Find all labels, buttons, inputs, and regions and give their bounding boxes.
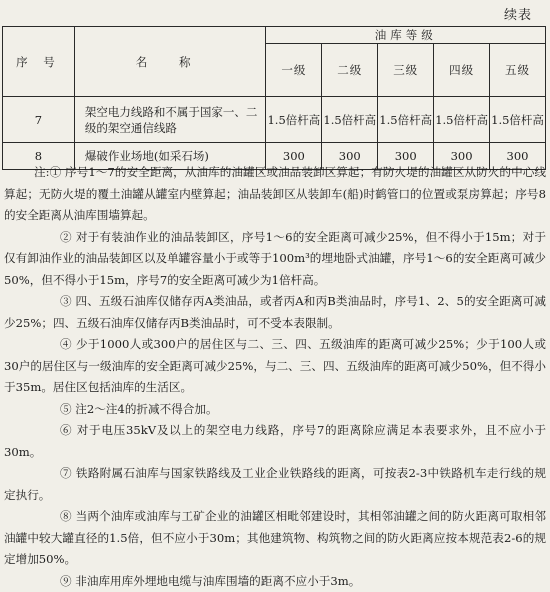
row-value: 1.5倍杆高 (322, 97, 378, 143)
row-value: 1.5倍杆高 (490, 97, 546, 143)
note-item: 注:① 序号1～7的安全距离，从油库的油罐区或油品装卸区算起；有防火堤的油罐区从防火的中心线算起；无防火堤的覆土油罐从罐室内壁算起；油品装卸区从装卸车(船)时鹤管口的位置或泵房算起；序号8的安全距离从油库围墙算起。 (4, 162, 546, 227)
row-value: 1.5倍杆高 (378, 97, 434, 143)
continued-label: 续表 (504, 4, 532, 23)
row-value: 1.5倍杆高 (266, 97, 322, 143)
table-notes (4, 162, 546, 592)
header-name: 名 称 (74, 27, 266, 97)
row-value: 300 (434, 143, 490, 170)
table-row (3, 97, 546, 143)
row-seq: 8 (3, 143, 75, 170)
row-value: 1.5倍杆高 (434, 97, 490, 143)
header-grade: 一级 (266, 44, 322, 97)
header-grade: 五级 (490, 44, 546, 97)
safety-distance-table (2, 26, 546, 170)
header-grade-group: 油库等级 (266, 27, 546, 44)
note-item: ④ 少于1000人或300户的居住区与二、三、四、五级油库的距离可减少25%；少于100人或30户的居住区与一级油库的安全距离可减少25%，与二、三、四、五级油库的距离可减少50%，但不得小于35m。居住区包括油库的生活区。 (4, 334, 546, 399)
row-value: 300 (490, 143, 546, 170)
header-seq: 序 号 (3, 27, 75, 97)
note-item: ⑤ 注2～注4的折减不得合加。 (4, 399, 546, 421)
row-name: 爆破作业场地(如采石场) (74, 143, 266, 170)
header-grade: 二级 (322, 44, 378, 97)
note-item: ⑦ 铁路附属石油库与国家铁路线及工业企业铁路线的距离，可按表2-3中铁路机车走行线的规定执行。 (4, 463, 546, 506)
note-item: ⑨ 非油库用库外埋地电缆与油库围墙的距离不应小于3m。 (4, 571, 546, 592)
note-item: ⑧ 当两个油库或油库与工矿企业的油罐区相毗邻建设时，其相邻油罐之间的防火距离可取相邻油罐中较大罐直径的1.5倍，但不应小于30m；其他建筑物、构筑物之间的防火距离应按本规范表2-6的规定增加50%。 (4, 506, 546, 571)
row-name: 架空电力线路和不属于国家一、二级的架空通信线路 (74, 97, 266, 143)
row-value: 300 (378, 143, 434, 170)
row-value: 300 (266, 143, 322, 170)
row-seq: 7 (3, 97, 75, 143)
note-item: ③ 四、五级石油库仅储存丙A类油品，或者丙A和丙B类油品时，序号1、2、5的安全距离可减少25%；四、五级石油库仅储存丙B类油品时，可不受本表限制。 (4, 291, 546, 334)
note-item: ② 对于有装油作业的油品装卸区，序号1～6的安全距离可减少25%，但不得小于15m；对于仅有卸油作业的油品装卸区以及单罐容量小于或等于100m³的埋地卧式油罐，序号1～6的安全距离可减少50%，但不得小于15m，序号7的安全距离可减少为1倍杆高。 (4, 227, 546, 292)
header-grade: 四级 (434, 44, 490, 97)
header-grade: 三级 (378, 44, 434, 97)
note-item: ⑥ 对于电压35kV及以上的架空电力线路，序号7的距离除应满足本表要求外，且不应小于30m。 (4, 420, 546, 463)
row-value: 300 (322, 143, 378, 170)
